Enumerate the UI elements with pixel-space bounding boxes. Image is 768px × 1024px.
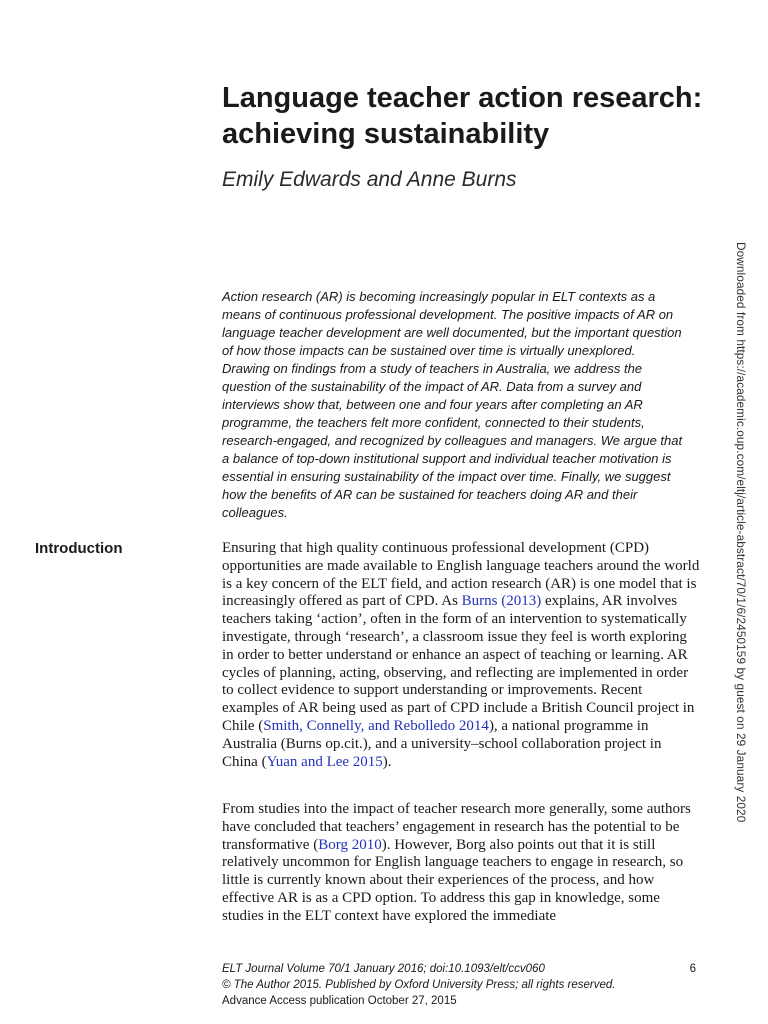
citation-link-borg-2010[interactable]: Borg 2010	[318, 836, 382, 853]
footer-advance-access: Advance Access publication October 27, 2015	[222, 995, 457, 1007]
page-footer	[222, 961, 698, 1009]
paragraph-text: explains, AR involves teachers taking ‘action’, often in the form of an intervention to systematically investigate, through ‘research’, a classroom issue they feel is worth exploring in order to better understand or enhance an aspect of teaching or learning. AR cycles of planning, acting, observing, and reflecting are implemented in order to collect evidence to support understanding or improvements. Recent examples of AR being used as part of CPD include a British Council project in Chile (	[222, 593, 695, 734]
page-number: 6	[689, 963, 696, 975]
journal-citation: ELT Journal Volume 70/1 January 2016; doi:10.1093/elt/ccv060	[222, 963, 545, 975]
article-authors: Emily Edwards and Anne Burns	[222, 168, 517, 191]
article-title: Language teacher action research: achieving sustainability	[222, 82, 703, 150]
paragraph-text: ). However, Borg also points out that it is still relatively uncommon for English language teachers to engage in research, so little is currently known about their experiences of the process, and how effective AR is as a CPD option. To address this gap in knowledge, some studies in the ELT context have explored the immediate	[222, 836, 684, 924]
footer-journal-line	[222, 961, 698, 977]
introduction-paragraph-1	[222, 540, 700, 771]
abstract: Action research (AR) is becoming increasingly popular in ELT contexts as a means of continuous professional development. The positive impacts of AR on language teacher development are well documented, but the important question of how those impacts can be sustained over time is virtually unexplored. Drawing on findings from a study of teachers in Australia, we address the question of the sustainability of the impact of AR. Data from a survey and interviews show that, between one and four years after completing an AR programme, the teachers felt more confident, connected to their students, research-engaged, and recognized by colleagues and managers. We argue that a balance of top-down institutional support and individual teacher motivation is essential in ensuring sustainability of the impact over time. Finally, we suggest how the benefits of AR can be sustained for teachers doing AR and their colleagues.	[222, 289, 683, 520]
paragraph-text: ), a national programme in Australia (Burns op.cit.), and a university–school collaboration project in China (	[222, 717, 662, 770]
footer-copyright: © The Author 2015. Published by Oxford University Press; all rights reserved.	[222, 979, 616, 991]
section-heading-introduction: Introduction	[35, 540, 123, 557]
citation-link-burns-2013[interactable]: Burns (2013)	[461, 593, 542, 610]
download-watermark: Downloaded from https://academic.oup.com/eltj/article-abstract/70/1/6/2450159 by guest on 29 January 2020	[734, 242, 748, 823]
introduction-paragraph-2	[222, 801, 700, 926]
paragraph-text: From studies into the impact of teacher research more generally, some authors have concluded that teachers’ engagement in research has the potential to be transformative (	[222, 801, 691, 853]
citation-link-yuan-lee-2015[interactable]: Yuan and Lee 2015	[266, 753, 383, 770]
paragraph-text: Ensuring that high quality continuous professional development (CPD) opportunities are made available to English language teachers around the world is a key concern of the ELT field, and action research (AR) is one model that is increasingly offered as part of CPD. As	[222, 540, 700, 610]
paragraph-text: ).	[382, 753, 392, 770]
citation-link-smith-2014[interactable]: Smith, Connelly, and Rebolledo 2014	[263, 717, 489, 734]
